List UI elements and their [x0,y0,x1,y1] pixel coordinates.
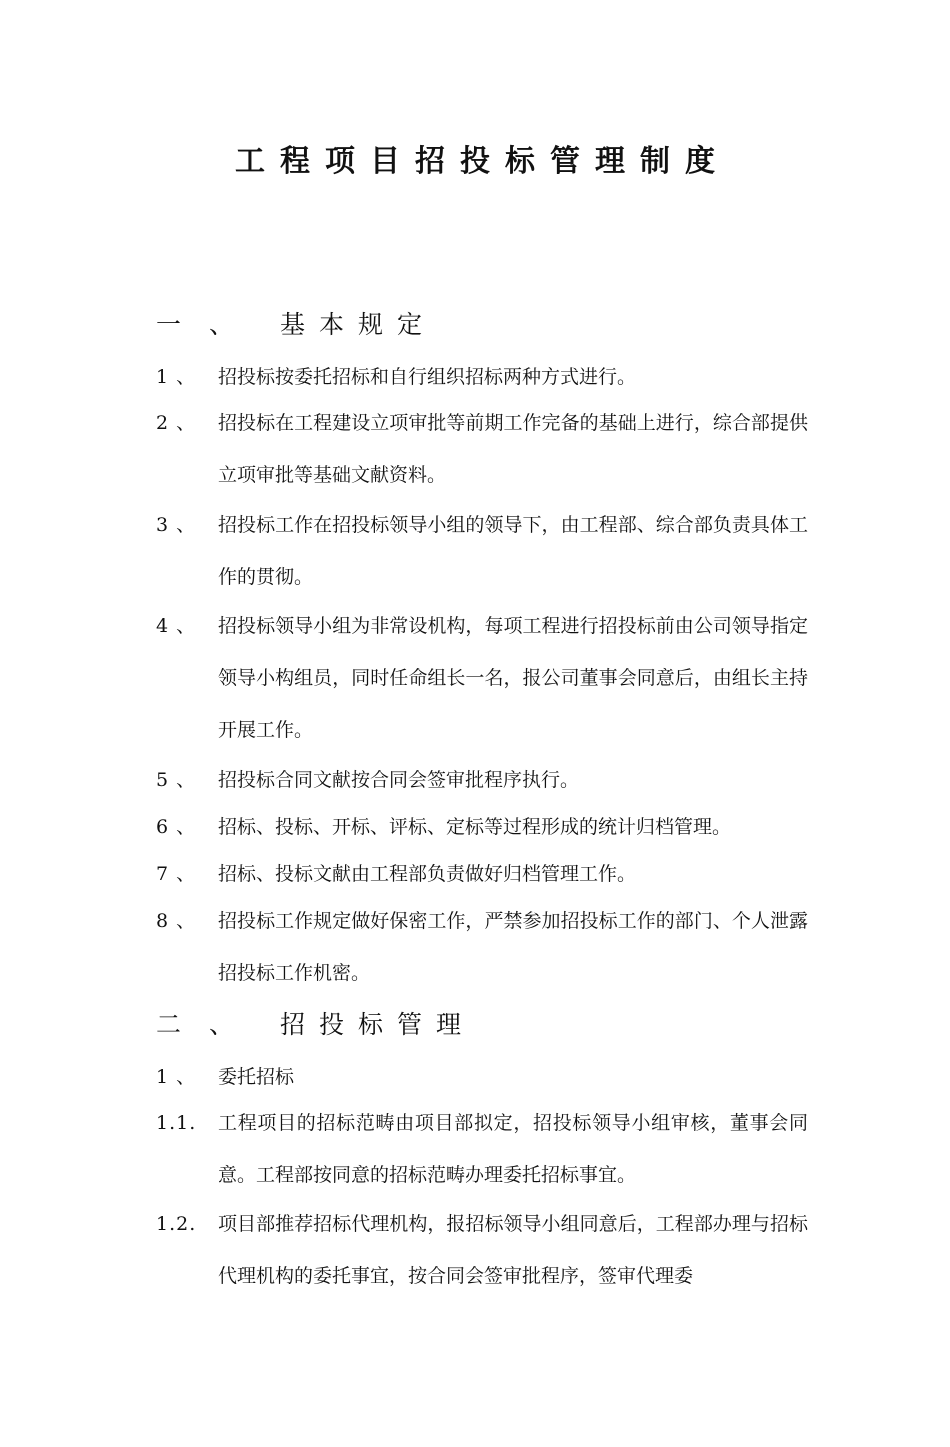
item-number: 1 、 [156,1066,197,1088]
document-title: 工程项目招投标管理制度 [235,144,730,179]
list-item [156,600,816,756]
item-number: 1.2. [156,1213,197,1235]
section-heading-2 [156,1007,475,1043]
item-text: 委托招标 [218,1066,295,1088]
item-number: 8 、 [156,910,197,932]
list-item [156,351,816,403]
item-number: 5 、 [156,769,197,791]
item-text: 招投标领导小组为非常设机构，每项工程进行招投标前由公司领导指定领导小构组员，同时任命组长一名，报公司董事会同意后，由组长主持开展工作。 [218,615,808,741]
section-title: 招投标管理 [280,1010,476,1039]
item-number: 6 、 [156,816,197,838]
list-item [156,1198,816,1302]
item-number: 1.1. [156,1112,197,1134]
section-heading-1 [156,307,436,343]
list-item [156,499,816,603]
item-number: 7 、 [156,863,197,885]
item-text: 招投标合同文献按合同会签审批程序执行。 [218,769,580,791]
item-number: 1 、 [156,366,197,388]
section-title: 基本规定 [280,310,437,339]
section-number: 一 、 [156,310,244,339]
item-number: 3 、 [156,514,197,536]
item-text: 招标、投标文献由工程部负责做好归档管理工作。 [218,863,637,885]
item-text: 招投标工作规定做好保密工作，严禁参加招投标工作的部门、个人泄露招投标工作机密。 [218,910,808,984]
section-number: 二 、 [156,1010,244,1039]
list-item [156,1097,816,1201]
item-text: 招投标按委托招标和自行组织招标两种方式进行。 [218,366,637,388]
item-text: 项目部推荐招标代理机构，报招标领导小组同意后，工程部办理与招标代理机构的委托事宜，按合同会签审批程序，签审代理委 [218,1213,808,1287]
item-number: 4 、 [156,615,197,637]
list-item [156,895,816,999]
list-item [156,754,816,806]
item-text: 招投标在工程建设立项审批等前期工作完备的基础上进行，综合部提供立项审批等基础文献资料。 [218,412,808,486]
item-text: 招投标工作在招投标领导小组的领导下，由工程部、综合部负责具体工作的贯彻。 [218,514,808,588]
list-item [156,1051,816,1103]
list-item [156,801,816,853]
item-text: 招标、投标、开标、评标、定标等过程形成的统计归档管理。 [218,816,732,838]
list-item [156,397,816,501]
item-text: 工程项目的招标范畴由项目部拟定，招投标领导小组审核，董事会同意。工程部按同意的招标范畴办理委托招标事宜。 [218,1112,808,1186]
list-item [156,848,816,900]
item-number: 2 、 [156,412,197,434]
